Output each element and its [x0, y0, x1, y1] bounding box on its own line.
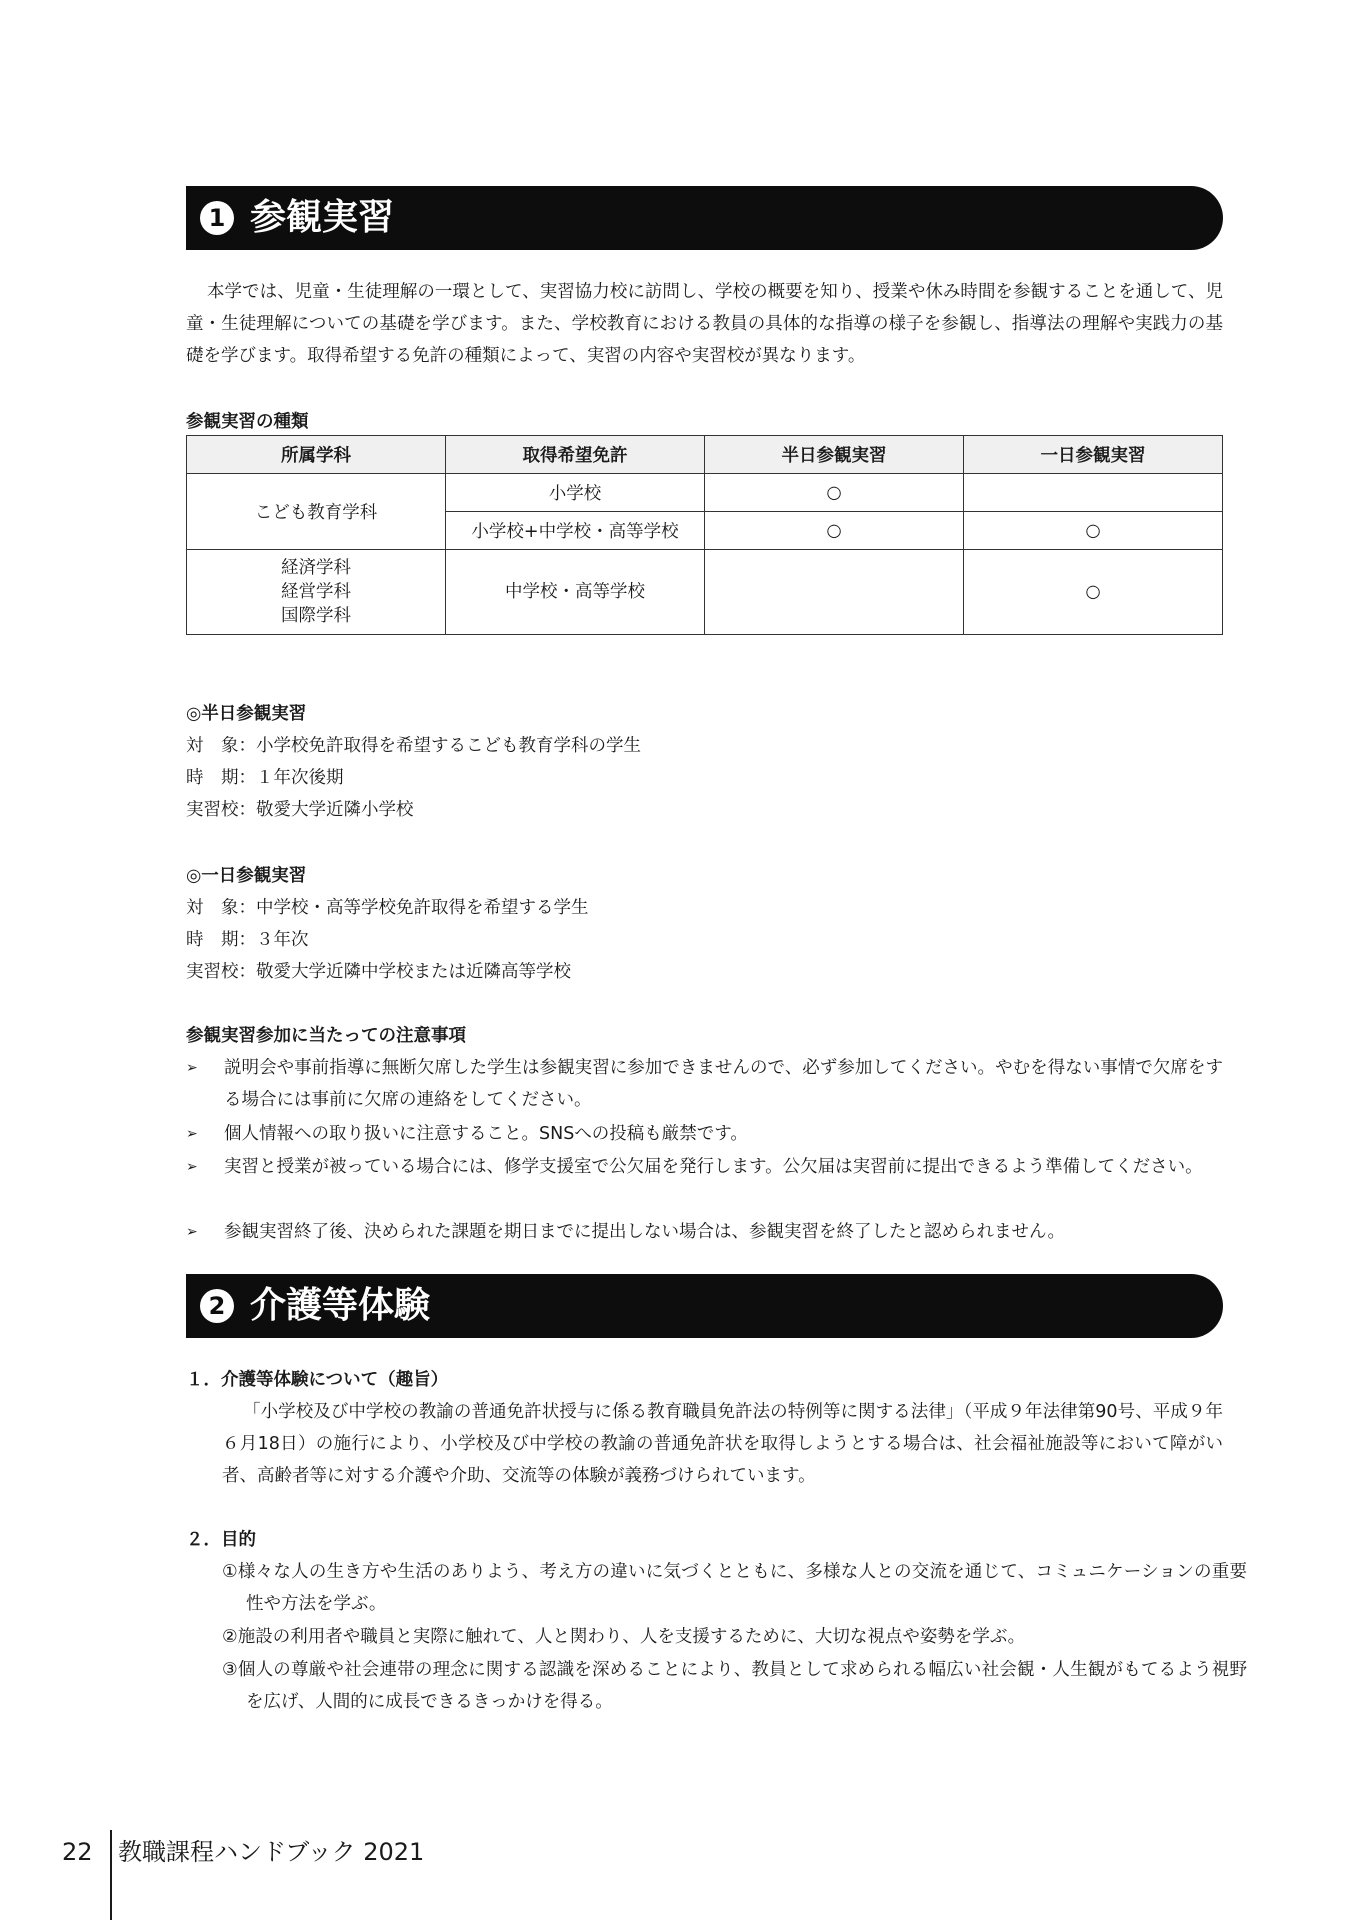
- list-item: [186, 1151, 1223, 1183]
- license-cell: 小学校: [446, 474, 705, 512]
- section-2-banner: [186, 1274, 1223, 1338]
- half-day-school: 実習校：敬愛大学近隣小学校: [186, 800, 414, 820]
- license-cell: 中学校・高等学校: [446, 550, 705, 635]
- list-item: ②施設の利用者や職員と実際に触れて、人と関わり、人を支援するために、大切な視点や姿勢を学ぶ。: [222, 1627, 1026, 1647]
- section-1-banner: [186, 186, 1223, 250]
- note-text: 個人情報への取り扱いに注意すること。SNSへの投稿も厳禁です。: [224, 1124, 748, 1144]
- full-day-heading: ◎一日参観実習: [186, 866, 307, 886]
- header-half-day: 半日参観実習: [705, 436, 964, 474]
- notes-heading: 参観実習参加に当たっての注意事項: [186, 1026, 466, 1046]
- department-cell: こども教育学科: [187, 474, 446, 550]
- table-row: [187, 474, 1223, 512]
- arrow-bullet-icon: ➢: [186, 1060, 198, 1076]
- page-number: 22: [62, 1838, 93, 1866]
- list-item: ③個人の尊厳や社会連帯の理念に関する認識を深めることにより、教員として求められる幅広い社会観・人生観がもてるよう視野を広げ、人間的に成長できるきっかけを得る。: [222, 1660, 1247, 1712]
- footer-divider: [110, 1830, 112, 1920]
- note-text: 実習と授業が被っている場合には、修学支援室で公欠届を発行します。公欠届は実習前に提出できるよう準備してください。: [224, 1157, 1203, 1177]
- full-day-mark: ○: [964, 550, 1223, 635]
- arrow-bullet-icon: ➢: [186, 1224, 198, 1240]
- department-cell: [187, 550, 446, 635]
- table-caption: 参観実習の種類: [186, 412, 309, 432]
- half-day-mark: [705, 550, 964, 635]
- full-day-mark: [964, 474, 1223, 512]
- note-text: 参観実習終了後、決められた課題を期日までに提出しない場合は、参観実習を終了したと認められません。: [224, 1222, 1066, 1242]
- section-title: 参観実習: [250, 197, 395, 238]
- intro-paragraph: 本学では、児童・生徒理解の一環として、実習協力校に訪問し、学校の概要を知り、授業や休み時間を参観することを通して、児童・生徒理解についての基礎を学びます。また、学校教育における教員の具体的な指導の様子を参観し、指導法の理解や実践力の基礎を学びます。取得希望する免許の種類によって、実習の内容や実習校が異なります。: [186, 282, 1223, 366]
- table-row: [187, 550, 1223, 635]
- header-full-day: 一日参観実習: [964, 436, 1223, 474]
- half-day-heading: ◎半日参観実習: [186, 704, 307, 724]
- section-title: 介護等体験: [250, 1285, 431, 1326]
- department-name: 国際学科: [281, 606, 351, 626]
- subsection-paragraph: 「小学校及び中学校の教諭の普通免許状授与に係る教育職員免許法の特例等に関する法律」（平成９年法律第90号、平成９年６月18日）の施行により、小学校及び中学校の教諭の普通免許状を取得しようとする場合は、社会福祉施設等において障がい者、高齢者等に対する介護や介助、交流等の体験が義務づけられています。: [222, 1402, 1223, 1486]
- table-header-row: [187, 436, 1223, 474]
- full-day-school: 実習校：敬愛大学近隣中学校または近隣高等学校: [186, 962, 571, 982]
- practicum-types-table: [186, 435, 1223, 635]
- half-day-target: 対 象：小学校免許取得を希望するこども教育学科の学生: [186, 736, 641, 756]
- department-name: 経営学科: [281, 582, 351, 602]
- half-day-period: 時 期：１年次後期: [186, 768, 344, 788]
- full-day-target: 対 象：中学校・高等学校免許取得を希望する学生: [186, 898, 589, 918]
- arrow-bullet-icon: ➢: [186, 1126, 198, 1142]
- full-day-period: 時 期：３年次: [186, 930, 309, 950]
- list-item: [186, 1052, 1223, 1116]
- section-number-badge: 2: [200, 1289, 234, 1323]
- list-item: ①様々な人の生き方や生活のありよう、考え方の違いに気づくとともに、多様な人との交流を通じて、コミュニケーションの重要性や方法を学ぶ。: [222, 1562, 1247, 1614]
- full-day-mark: ○: [964, 512, 1223, 550]
- subsection-heading: １．介護等体験について（趣旨）: [186, 1370, 449, 1390]
- half-day-mark: ○: [705, 512, 964, 550]
- arrow-bullet-icon: ➢: [186, 1159, 198, 1175]
- list-item: [186, 1118, 1223, 1150]
- list-item: [186, 1216, 1223, 1248]
- footer-title: 教職課程ハンドブック 2021: [118, 1838, 425, 1866]
- section-number-badge: 1: [200, 201, 234, 235]
- subsection-heading: ２．目的: [186, 1530, 256, 1550]
- license-cell: 小学校+中学校・高等学校: [446, 512, 705, 550]
- note-text: 説明会や事前指導に無断欠席した学生は参観実習に参加できませんので、必ず参加してください。やむを得ない事情で欠席をする場合には事前に欠席の連絡をしてください。: [224, 1058, 1223, 1110]
- header-department: 所属学科: [187, 436, 446, 474]
- header-license: 取得希望免許: [446, 436, 705, 474]
- half-day-mark: ○: [705, 474, 964, 512]
- department-name: 経済学科: [281, 558, 351, 578]
